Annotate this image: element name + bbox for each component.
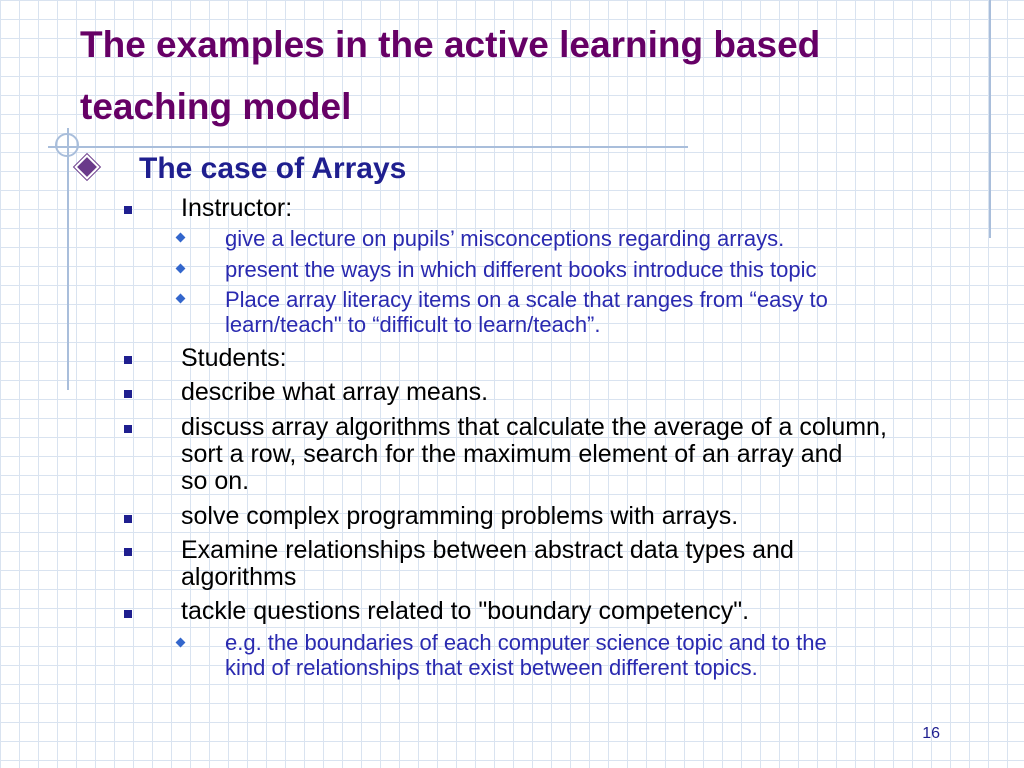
- square-bullet-icon: [124, 356, 132, 364]
- slide-title: [80, 14, 980, 138]
- decorative-line-horizontal: [48, 146, 688, 148]
- title-line-2: teaching model: [80, 86, 352, 127]
- item-text: describe what array means.: [181, 378, 489, 406]
- sub-item-text: Place array literacy items on a scale that ranges from “easy to: [225, 287, 828, 312]
- title-line-1: The examples in the active learning based: [80, 24, 821, 65]
- item-text-continued: algorithms: [181, 563, 297, 591]
- square-bullet-icon: [124, 425, 132, 433]
- page-number: 16: [922, 725, 940, 742]
- sub-item-text: e.g. the boundaries of each computer science topic and to the: [225, 630, 827, 655]
- diamond-sub-bullet-icon: [176, 294, 186, 304]
- heading-text: The case of Arrays: [139, 152, 407, 185]
- sub-item-text: present the ways in which different books introduce this topic: [225, 257, 817, 282]
- decorative-circle: [55, 133, 79, 157]
- item-text: solve complex programming problems with arrays.: [181, 502, 739, 530]
- decorative-line-right: [989, 0, 991, 238]
- instructor-label: Instructor:: [181, 194, 293, 222]
- diamond-sub-bullet-icon: [176, 233, 186, 243]
- diamond-sub-bullet-icon: [176, 638, 186, 648]
- item-text-continued: so on.: [181, 467, 250, 495]
- sub-item-text: give a lecture on pupils’ misconceptions regarding arrays.: [225, 226, 785, 251]
- square-bullet-icon: [124, 390, 132, 398]
- square-bullet-icon: [124, 548, 132, 556]
- square-bullet-icon: [124, 515, 132, 523]
- sub-item-text-continued: kind of relationships that exist between different topics.: [225, 655, 758, 680]
- item-text: Examine relationships between abstract data types and: [181, 536, 794, 564]
- square-bullet-icon: [124, 206, 132, 214]
- students-label: Students:: [181, 344, 287, 372]
- item-text: tackle questions related to "boundary competency".: [181, 597, 750, 625]
- decorative-line-vertical: [67, 128, 69, 390]
- diamond-sub-bullet-icon: [176, 264, 186, 274]
- diamond-bullet-icon: [77, 157, 97, 177]
- item-text-continued: sort a row, search for the maximum element of an array and: [181, 440, 843, 468]
- sub-item-text-continued: learn/teach" to “difficult to learn/teach”.: [225, 312, 601, 337]
- square-bullet-icon: [124, 610, 132, 618]
- item-text: discuss array algorithms that calculate the average of a column,: [181, 413, 887, 441]
